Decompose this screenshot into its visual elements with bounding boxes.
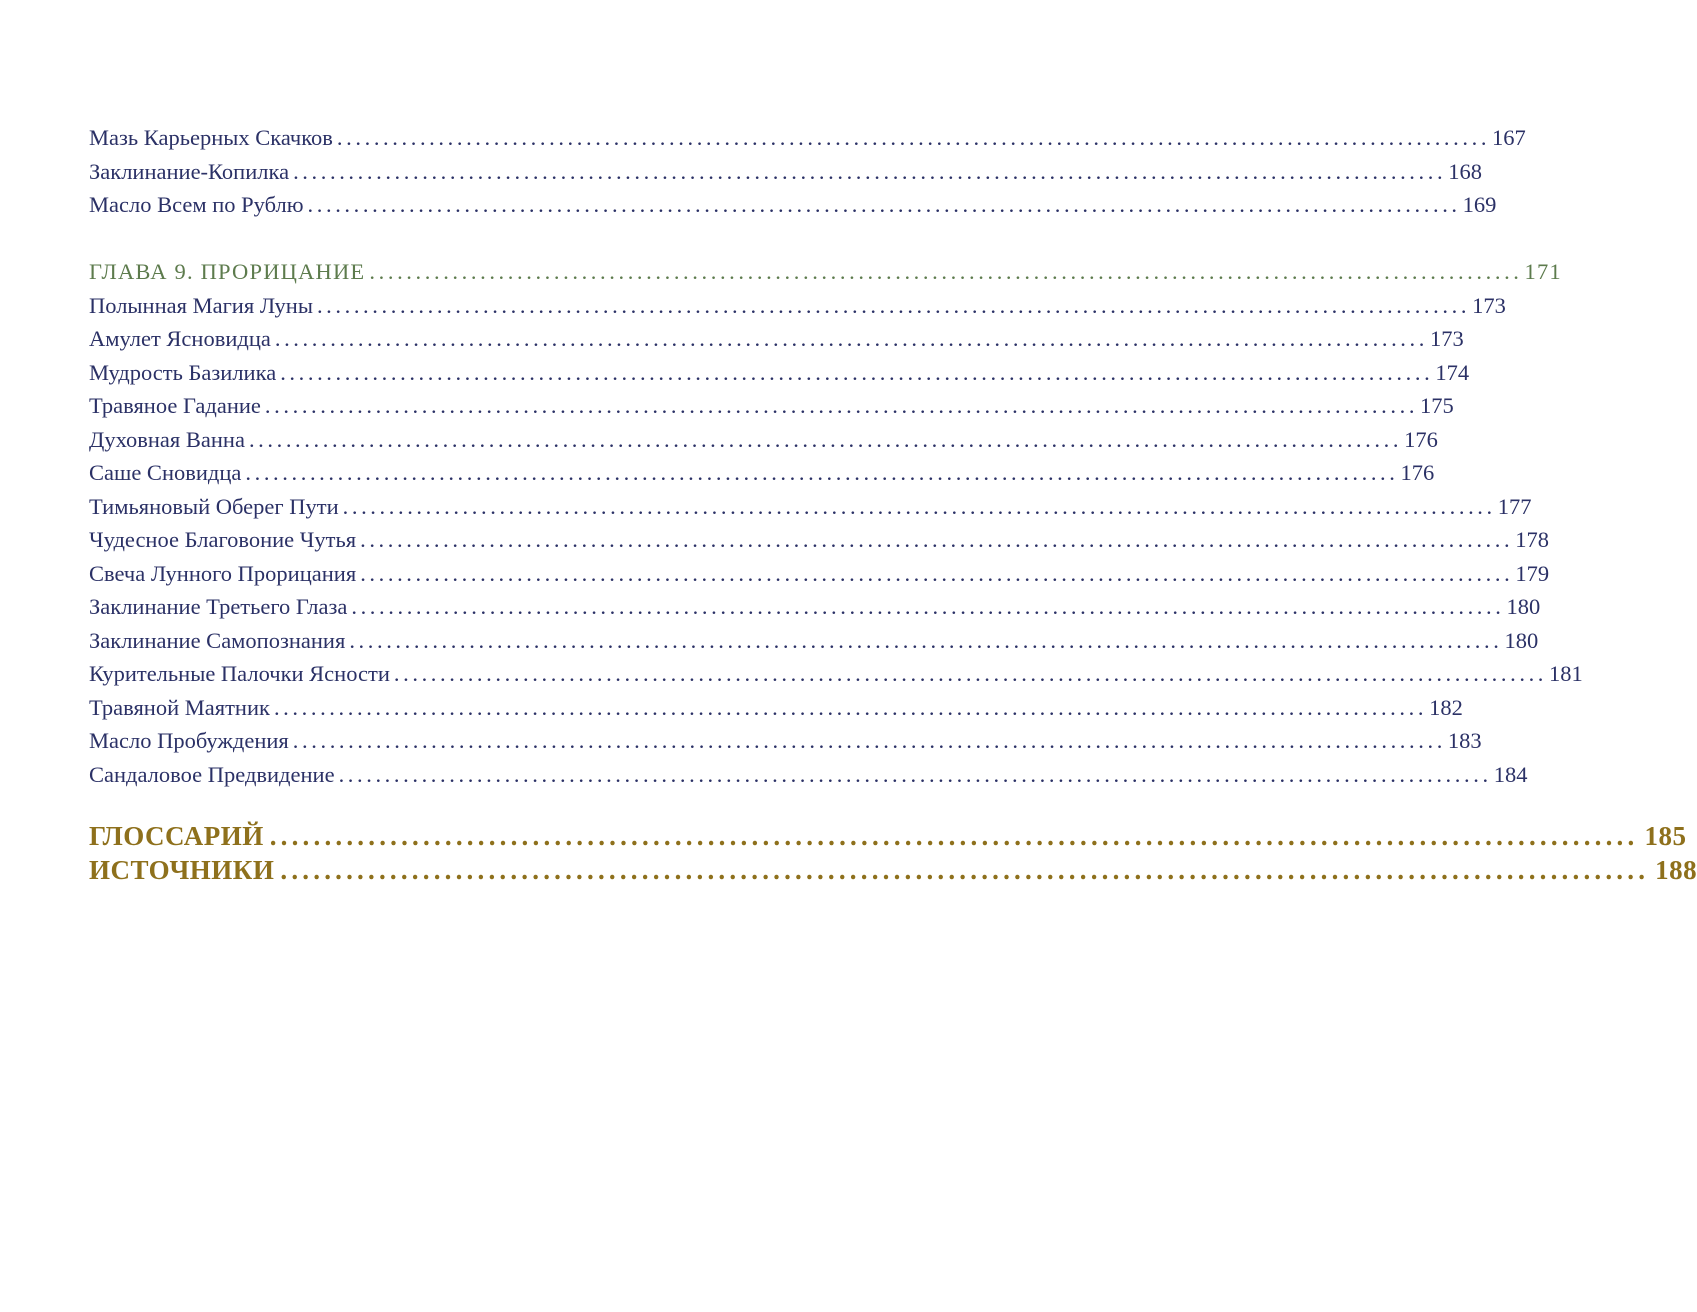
toc-entry-title: Чудесное Благовоние Чутья <box>89 527 357 552</box>
chapter-heading[interactable] <box>89 255 1562 289</box>
section-heading-page: 188 <box>1655 855 1697 885</box>
toc-entry-page: 168 <box>1448 158 1482 184</box>
section-heading-title: ГЛОССАРИЙ <box>89 821 264 851</box>
dot-leader: ............................................................................................................................. <box>264 393 1419 418</box>
dot-leader: ............................................................................................................................. <box>351 594 1505 619</box>
toc-entry-page: 174 <box>1435 359 1470 385</box>
dot-leader: ............................................................................................................................. <box>245 460 1399 485</box>
dot-leader: ............................................................................................................................. <box>369 259 1523 284</box>
toc-entry-page: 183 <box>1447 728 1482 753</box>
toc-entry[interactable] <box>89 456 1435 490</box>
chapter-heading-page: 171 <box>1524 259 1562 284</box>
section-heading-title: ИСТОЧНИКИ <box>89 855 275 885</box>
toc-entry[interactable] <box>89 691 1463 725</box>
toc-entry-title: Курительные Палочки Ясности <box>89 661 390 686</box>
toc-entry-title: Заклинание Третьего Глаза <box>89 594 348 619</box>
toc-entry-title: Амулет Ясновидца <box>89 326 271 351</box>
toc-entry-page: 173 <box>1472 292 1506 318</box>
dot-leader: ............................................................................................................................. <box>307 192 1461 217</box>
toc-group-previous-chapter <box>89 121 1526 222</box>
toc-entry-page: 177 <box>1497 493 1532 519</box>
toc-entry-page: 173 <box>1429 326 1464 351</box>
toc-entry[interactable] <box>89 758 1528 792</box>
toc-entry-page: 179 <box>1515 560 1550 586</box>
section-heading-glossary[interactable] <box>89 819 1687 853</box>
toc-entry-title: Травяное Гадание <box>89 393 261 418</box>
toc-entry-title: Травяной Маятник <box>89 694 270 720</box>
toc-entry-title: Сандаловое Предвидение <box>89 761 335 787</box>
dot-leader: ............................................................................................................................. <box>393 661 1548 686</box>
toc-entry-title: Масло Всем по Рублю <box>89 192 304 217</box>
toc-entry-title: Масло Пробуждения <box>89 728 289 753</box>
toc-entry-title: Тимьяновый Оберег Пути <box>89 493 339 519</box>
toc-entry[interactable] <box>89 557 1550 591</box>
toc-entry-page: 178 <box>1515 527 1549 552</box>
dot-leader: ............................................................................................................................. <box>280 855 1650 885</box>
toc-group-chapter-9 <box>89 255 1583 791</box>
toc-group-back-matter <box>89 819 1697 887</box>
toc-entry[interactable] <box>89 423 1438 457</box>
toc-entry-title: Свеча Лунного Прорицания <box>89 560 357 586</box>
dot-leader: ............................................................................................................................. <box>342 493 1496 519</box>
dot-leader: ............................................................................................................................. <box>360 527 1514 552</box>
toc-entry-page: 182 <box>1429 694 1463 720</box>
toc-entry-title: Мудрость Базилика <box>89 359 277 385</box>
dot-leader: ............................................................................................................................. <box>293 158 1447 184</box>
toc-entry-page: 169 <box>1462 192 1497 217</box>
toc-entry[interactable] <box>89 389 1454 423</box>
toc-entry-page: 180 <box>1506 594 1541 619</box>
dot-leader: ............................................................................................................................. <box>274 326 1428 351</box>
dot-leader: ............................................................................................................................. <box>248 426 1403 452</box>
dot-leader: ............................................................................................................................. <box>336 125 1491 150</box>
dot-leader: ............................................................................................................................. <box>338 761 1492 787</box>
toc-entry-page: 184 <box>1493 761 1528 787</box>
dot-leader: ............................................................................................................................. <box>349 627 1503 653</box>
toc-entry[interactable] <box>89 121 1526 155</box>
toc-entry[interactable] <box>89 590 1541 624</box>
section-heading-sources[interactable] <box>89 853 1697 887</box>
toc-entry-title: Заклинание Самопознания <box>89 627 346 653</box>
toc-entry-page: 176 <box>1400 460 1435 485</box>
toc-entry-page: 181 <box>1549 661 1583 686</box>
toc-entry[interactable] <box>89 289 1506 323</box>
toc-entry-page: 176 <box>1404 426 1438 452</box>
toc-entry[interactable] <box>89 624 1539 658</box>
toc-entry[interactable] <box>89 523 1549 557</box>
toc-entry-title: Саше Сновидца <box>89 460 242 485</box>
toc-entry-page: 180 <box>1504 627 1539 653</box>
dot-leader: ............................................................................................................................. <box>280 359 1434 385</box>
dot-leader: ............................................................................................................................. <box>316 292 1471 318</box>
chapter-heading-title: ГЛАВА 9. ПРОРИЦАНИЕ <box>89 259 366 284</box>
toc-entry-page: 167 <box>1492 125 1526 150</box>
toc-entry[interactable] <box>89 657 1583 691</box>
toc-entry[interactable] <box>89 188 1497 222</box>
toc-entry-page: 175 <box>1420 393 1454 418</box>
toc-entry[interactable] <box>89 490 1532 524</box>
toc-entry-title: Мазь Карьерных Скачков <box>89 125 333 150</box>
toc-entry[interactable] <box>89 356 1470 390</box>
toc-entry-title: Духовная Ванна <box>89 426 245 452</box>
section-heading-page: 185 <box>1644 821 1687 851</box>
dot-leader: ............................................................................................................................. <box>292 728 1446 753</box>
toc-entry[interactable] <box>89 155 1482 189</box>
dot-leader: ............................................................................................................................. <box>360 560 1514 586</box>
toc-entry-title: Заклинание-Копилка <box>89 158 290 184</box>
dot-leader: ............................................................................................................................. <box>269 821 1639 851</box>
dot-leader: ............................................................................................................................. <box>273 694 1428 720</box>
toc-entry-title: Полынная Магия Луны <box>89 292 313 318</box>
toc-entry[interactable] <box>89 322 1464 356</box>
toc-entry[interactable] <box>89 724 1482 758</box>
